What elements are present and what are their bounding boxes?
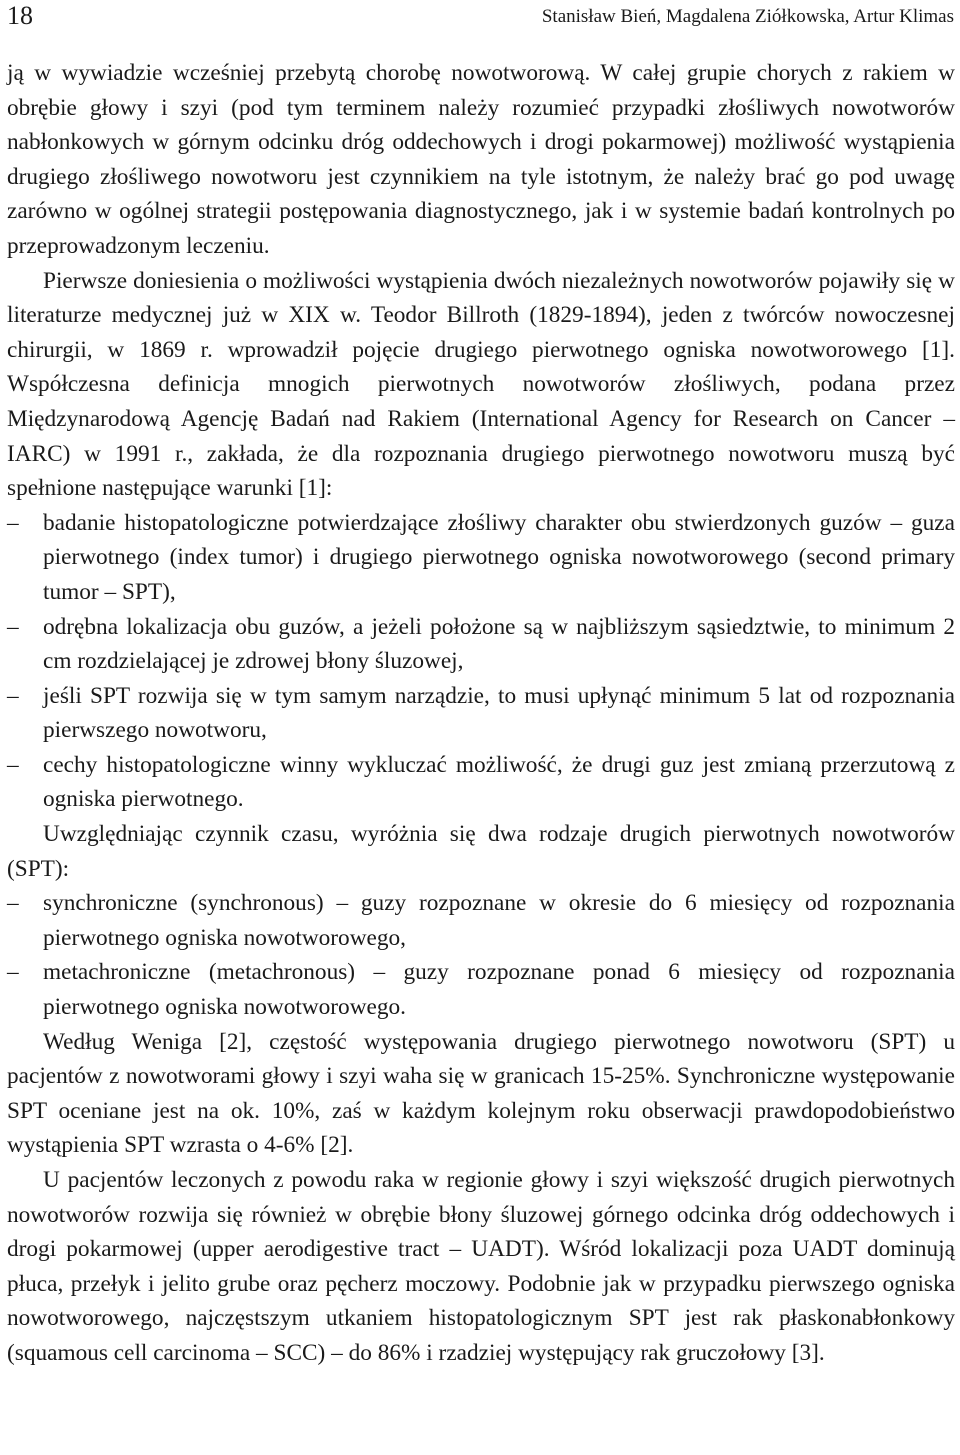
body-paragraph: Według Weniga [2], częstość występowania drugiego pierwotnego nowotworu (SPT) u pacjentów z nowotworami głowy i szyi waha się w granicach 15-25%. Synchroniczne występowanie SPT oceniane jest na ok. 10%, zaś w każdym kolejnym roku obserwacji prawdopodobieństwo wystąpienia SPT wzrasta o 4-6% [2].: [7, 1028, 955, 1159]
list-dash: –: [7, 682, 19, 709]
list-item-text: odrębna lokalizacja obu guzów, a jeżeli położone są w najbliższym sąsiedztwie, to minimum 2 cm rozdzielającej je zdrowej błony śluzowej,: [43, 613, 955, 675]
list-item-text: cechy histopatologiczne winny wykluczać możliwość, że drugi guz jest zmianą przerzutową z ogniska pierwotnego.: [43, 751, 955, 813]
list-dash: –: [7, 509, 19, 536]
list-item: [7, 748, 955, 817]
list-item-text: metachroniczne (metachronous) – guzy rozpoznane ponad 6 miesięcy od rozpoznania pierwotnego ogniska nowotworowego.: [43, 959, 955, 1021]
running-header: [0, 0, 960, 40]
page-number: 18: [7, 1, 33, 30]
list-dash: –: [7, 959, 19, 986]
list-item: [7, 955, 955, 1024]
article-body: [7, 56, 955, 1371]
running-head-authors: Stanisław Bień, Magdalena Ziółkowska, Artur Klimas: [541, 6, 954, 27]
list-dash: –: [7, 890, 19, 917]
list-dash: –: [7, 613, 19, 640]
list-item-text: synchroniczne (synchronous) – guzy rozpoznane w okresie do 6 miesięcy od rozpoznania pierwotnego ogniska nowotworowego,: [43, 890, 955, 951]
list-item-text: jeśli SPT rozwija się w tym samym narządzie, to musi upłynąć minimum 5 lat od rozpoznania pierwszego nowotworu,: [43, 682, 955, 744]
spt-types-list: [7, 886, 955, 1024]
list-item: [7, 506, 955, 610]
body-paragraph: ją w wywiadzie wcześniej przebytą chorobę nowotworową. W całej grupie chorych z rakiem w obrębie głowy i szyi (pod tym terminem należy rozumieć przypadki złośliwych nowotworów nabłonkowych w górnym odcinku dróg oddechowych i drogi pokarmowej) możliwość wystąpienia drugiego złośliwego nowotworu jest czynnikiem na tyle istotnym, że należy brać go pod uwagę zarówno w ogólnej strategii postępowania diagnostycznego, jak i w systemie badań kontrolnych po przeprowadzonym leczeniu.: [7, 60, 955, 259]
list-item: [7, 679, 955, 748]
list-item: [7, 610, 955, 679]
body-paragraph: U pacjentów leczonych z powodu raka w regionie głowy i szyi większość drugich pierwotnych nowotworów rozwija się również w obrębie błony śluzowej górnego odcinka dróg oddechowych i drogi pokarmowej (upper aerodigestive tract – UADT). Wśród lokalizacji poza UADT dominują płuca, przełyk i jelito grube oraz pęcherz moczowy. Podobnie jak w przypadku pierwszego ogniska nowotworowego, najczęstszym utkaniem histopatologicznym SPT jest rak płaskonabłonkowy (squamous cell carcinoma – SCC) – do 86% i rzadziej występujący rak gruczołowy [3].: [7, 1167, 955, 1366]
list-dash: –: [7, 751, 19, 778]
body-paragraph: Pierwsze doniesienia o możliwości wystąpienia dwóch niezależnych nowotworów pojawiły się w literaturze medycznej już w XIX w. Teodor Billroth (1829-1894), jeden z twórców nowoczesnej chirurgii, w 1869 r. wprowadził pojęcie drugiego pierwotnego ogniska nowotworowego [1]. Współczesna definicja mnogich pierwotnych nowotworów złośliwych, podana przez Międzynarodową Agencję Badań nad Rakiem (International Agency for Research on Cancer – IARC) w 1991 r., zakłada, że dla rozpoznania drugiego pierwotnego nowotworu muszą być spełnione następujące warunki [1]:: [7, 267, 955, 502]
criteria-list: [7, 506, 955, 817]
list-item: [7, 886, 955, 955]
body-paragraph: Uwzględniając czynnik czasu, wyróżnia się dwa rodzaje drugich pierwotnych nowotworów (SPT):: [7, 821, 955, 882]
list-item-text: badanie histopatologiczne potwierdzające złośliwy charakter obu stwierdzonych guzów – guza pierwotnego (index tumor) i drugiego pierwotnego ogniska nowotworowego (second primary tumor – SPT),: [43, 509, 955, 605]
